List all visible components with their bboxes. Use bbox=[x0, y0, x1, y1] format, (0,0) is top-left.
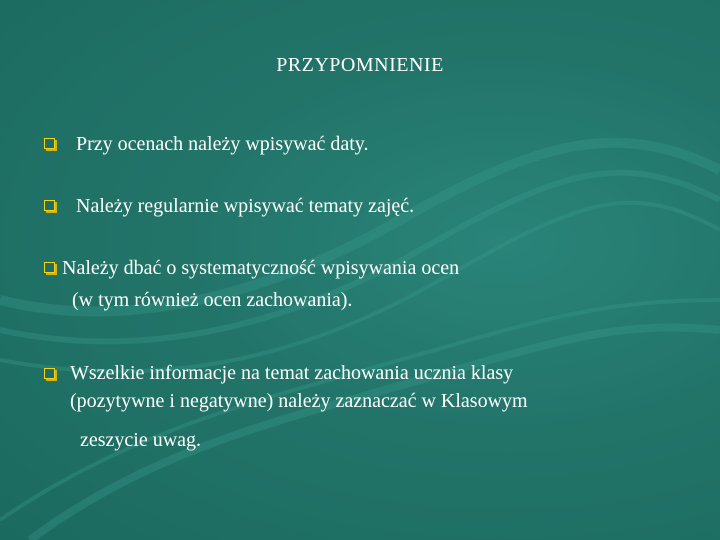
square-bullet-icon bbox=[44, 262, 55, 273]
bullet-3-line-2: (w tym również ocen zachowania). bbox=[72, 289, 353, 311]
bullet-4-line-3: zeszycie uwag. bbox=[80, 429, 202, 451]
bullet-4-line-2: (pozytywne i negatywne) należy zaznaczać w Klasowym bbox=[70, 390, 528, 412]
square-bullet-icon bbox=[44, 138, 55, 149]
bullet-3-line-1: Należy dbać o systematyczność wpisywania ocen bbox=[62, 257, 460, 279]
square-bullet-icon bbox=[44, 368, 55, 379]
bullet-1-line-1: Przy ocenach należy wpisywać daty. bbox=[76, 133, 369, 155]
bullet-4-line-1: Wszelkie informacje na temat zachowania ucznia klasy bbox=[70, 362, 514, 384]
bullet-2-line-1: Należy regularnie wpisywać tematy zajęć. bbox=[76, 195, 415, 217]
square-bullet-icon bbox=[44, 200, 55, 211]
slide-title: PRZYPOMNIENIE bbox=[276, 54, 444, 76]
